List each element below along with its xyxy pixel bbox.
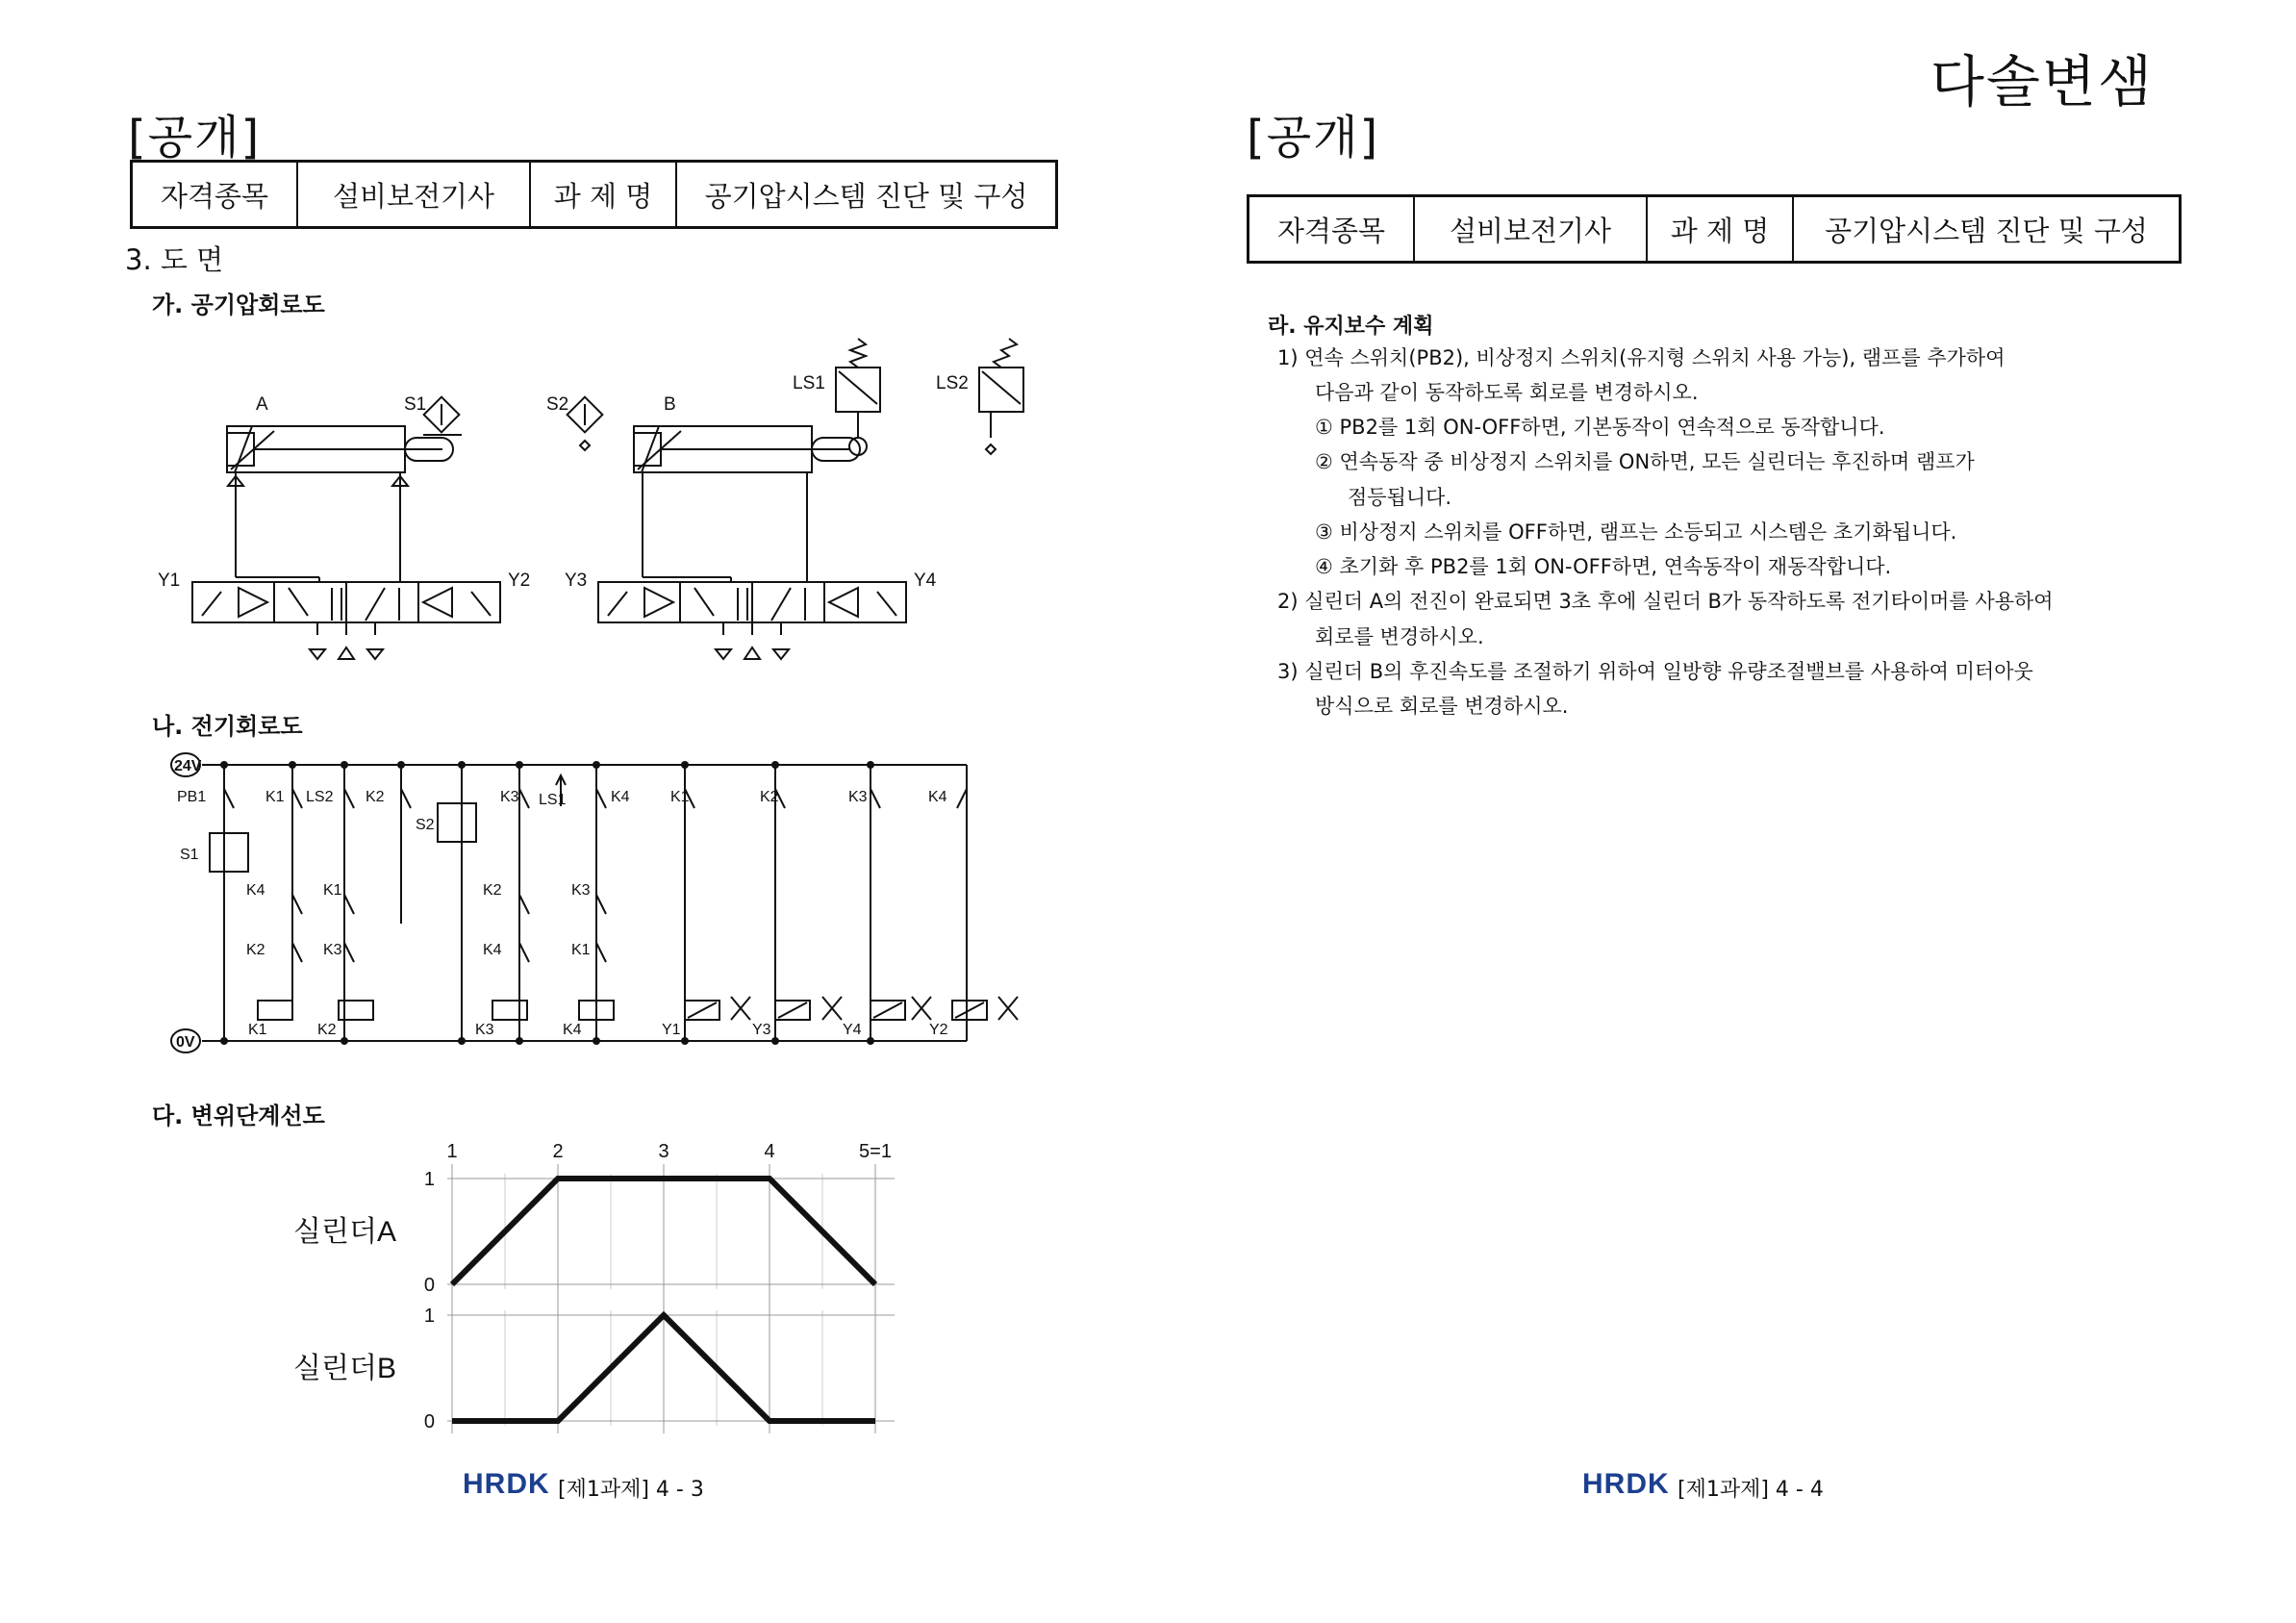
step-label-1: 2 [552,1141,564,1162]
plan-line-5: ③ 비상정지 스위치를 OFF하면, 램프는 소등되고 시스템은 초기화됩니다. [1315,520,1957,544]
step-label-3: 4 [764,1141,775,1162]
plan-line-0: 1) 연속 스위치(PB2), 비상정지 스위치(유지형 스위치 사용 가능), 램프를 추가하여 [1277,346,2006,369]
sub-displacement-title: 다. 변위단계선도 [152,1103,325,1129]
series-name-0: 실린더A [293,1216,396,1248]
plan-line-6: ④ 초기화 후 PB2를 1회 ON-OFF하면, 연속동작이 재동작합니다. [1315,555,1892,578]
el-row3-1: K3 [323,942,342,958]
brand-title: 다솔변샘 [1930,49,2154,114]
step-label-0: 1 [446,1141,458,1162]
right-hrdk-logo: HRDK [1582,1468,1670,1500]
el-coil-6: Y4 [843,1022,862,1038]
series-name-1: 실린더B [293,1353,396,1384]
el-top-1: K1 [265,789,285,805]
el-top-6: LS1 [539,792,567,808]
pn-label-ls1: LS1 [793,373,825,393]
pn-label-ls2: LS2 [936,373,969,393]
sub-pneumatic-title: 가. 공기압회로도 [152,292,325,318]
plan-line-9: 3) 실린더 B의 후진속도를 조절하기 위하여 일방향 유량조절밸브를 사용하여 미터아웃 [1277,660,2033,683]
plan-line-10: 방식으로 회로를 변경하시오. [1315,695,1569,718]
plan-line-3: ② 연속동작 중 비상정지 스위치를 ON하면, 모든 실린더는 후진하며 램프가 [1315,450,1975,473]
el-row3-0: K2 [246,942,265,958]
left-hrdk-logo: HRDK [463,1468,550,1500]
el-coil-0: K1 [248,1022,267,1038]
el-top-10: K3 [848,789,868,805]
el-top-0: PB1 [177,789,207,805]
el-coil-1: K2 [317,1022,337,1038]
pn-label-y4: Y4 [914,571,937,591]
el-top-5: K3 [500,789,519,805]
right-hdr-qual-label: 자격종목 [1249,196,1415,263]
el-row3-2: K4 [483,942,502,958]
left-public-tag: [공개] [128,111,262,165]
plan-title: 라. 유지보수 계획 [1268,315,1434,339]
ytick-1-0: 0 [423,1411,435,1433]
pn-label-s2: S2 [546,394,569,415]
left-footer-text: [제1과제] 4 - 3 [558,1478,704,1502]
pn-label-y2: Y2 [508,571,531,591]
section-title: 3. 도 면 [125,243,224,276]
left-hdr-qual-label: 자격종목 [132,162,298,228]
pn-label-y1: Y1 [158,571,181,591]
plan-line-7: 2) 실린더 A의 전진이 완료되면 3초 후에 실린더 B가 동작하도록 전기타이머를 사용하여 [1277,590,2054,613]
sub-electric-title: 나. 전기회로도 [152,713,303,740]
right-hdr-task-label: 과 제 명 [1647,196,1793,263]
el-coil-4: Y1 [662,1022,681,1038]
ytick-1-1: 1 [423,1306,435,1327]
right-header-table [1247,194,2182,264]
plan-line-2: ① PB2를 1회 ON-OFF하면, 기본동작이 연속적으로 동작합니다. [1315,416,1885,439]
el-row2-2: K2 [483,882,502,899]
el-coil-3: K4 [563,1022,582,1038]
el-coil-7: Y2 [929,1022,948,1038]
el-top-2: LS2 [306,789,334,805]
el-top-9: K2 [760,789,779,805]
el-row2-1: K1 [323,882,342,899]
el-top-3: K2 [366,789,385,805]
el-24v: 24V [174,758,202,774]
step-label-2: 3 [658,1141,669,1162]
ytick-0-1: 1 [423,1169,435,1190]
el-row2-0: K4 [246,882,265,899]
plan-line-1: 다음과 같이 동작하도록 회로를 변경하시오. [1315,381,1699,404]
plan-line-4: 점등됩니다. [1348,486,1452,509]
right-public-tag: [공개] [1247,111,1380,165]
el-top-4: S2 [416,817,435,833]
left-hdr-task-value: 공기압시스템 진단 및 구성 [676,162,1057,228]
el-coil-2: K3 [475,1022,494,1038]
el-s1: S1 [180,847,199,863]
right-hdr-qual-value: 설비보전기사 [1414,196,1647,263]
el-0v: 0V [176,1034,195,1051]
el-top-11: K4 [928,789,947,805]
left-hdr-qual-value: 설비보전기사 [297,162,530,228]
ytick-0-0: 0 [423,1275,435,1296]
pn-label-s1: S1 [404,394,427,415]
pn-label-a: A [256,394,268,415]
el-top-8: K1 [670,789,690,805]
plan-line-8: 회로를 변경하시오. [1315,625,1484,648]
pn-label-b: B [664,394,676,415]
step-label-4: 5=1 [859,1141,892,1162]
el-row2-3: K3 [571,882,591,899]
right-footer-text: [제1과제] 4 - 4 [1678,1478,1824,1502]
el-row3-3: K1 [571,942,591,958]
el-coil-5: Y3 [752,1022,771,1038]
el-top-7: K4 [611,789,630,805]
pn-label-y3: Y3 [565,571,588,591]
right-hdr-task-value: 공기압시스템 진단 및 구성 [1793,196,2181,263]
left-hdr-task-label: 과 제 명 [530,162,676,228]
